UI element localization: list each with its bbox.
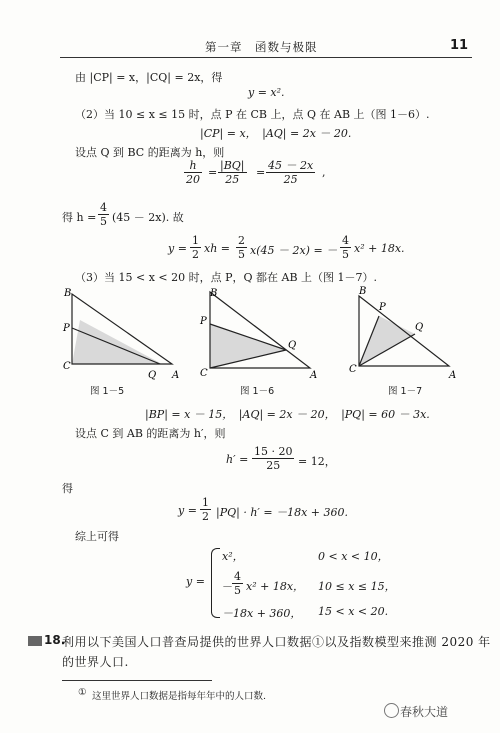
text-distance-h: 设点 Q 到 BC 的距离为 h，则 <box>75 146 225 159</box>
piecewise-row1-cond: 0 < x < 10， <box>318 550 389 563</box>
label-b: B <box>210 288 218 299</box>
text-h-post: (45 － 2x). 故 <box>112 211 184 224</box>
label-p: P <box>200 316 207 327</box>
equation-bp-aq-pq: |BP| = x － 15， |AQ| = 2x － 20， |PQ| = 60 － 3x. <box>145 408 430 421</box>
caption-figure-1-6: 图 1－6 <box>240 386 275 397</box>
label-p: P <box>63 323 70 334</box>
fraction-4-5: $\frac{4}{5}$ <box>342 234 349 261</box>
question-number: 18. <box>44 633 66 647</box>
label-q: Q <box>288 340 297 351</box>
label-q: Q <box>148 370 157 381</box>
watermark-text: 春秋大道 <box>400 705 449 719</box>
equals-sign: = <box>256 166 266 179</box>
figure-1-7 <box>345 286 465 396</box>
piecewise-row2-expr: x² + 18x， <box>246 580 305 593</box>
question-text-line2: 的世界人口. <box>62 655 129 669</box>
equals-sign: = <box>208 166 218 179</box>
fraction-bq-25: $\frac{|BQ|}{25}$ <box>220 159 245 186</box>
text-summary: 综上可得 <box>75 530 119 543</box>
text-case-2: （2）当 10 ≤ x ≤ 15 时，点 P 在 CB 上，点 Q 在 AB 上（图 1－6）. <box>75 108 430 121</box>
fraction-h-20: $\frac{h}{20}$ <box>186 159 200 186</box>
equation-y-x2: y = x². <box>248 86 285 99</box>
label-a: A <box>449 370 457 381</box>
fraction-4-5: $\frac{4}{5}$ <box>234 570 241 597</box>
question-text-line1: 利用以下美国人口普查局提供的世界人口数据①以及指数模型来推测 2020 年 <box>62 635 491 649</box>
piecewise-row2-cond: 10 ≤ x ≤ 15， <box>318 580 396 593</box>
exercise-marker-icon <box>28 636 42 646</box>
label-c: C <box>349 364 357 375</box>
text-case-3: （3）当 15 < x < 20 时，点 P，Q 都在 AB 上（图 1－7）. <box>75 271 378 284</box>
equation-cp-aq: |CP| = x， |AQ| = 2x － 20. <box>200 127 352 140</box>
label-p: P <box>379 302 386 313</box>
eq-xh: xh = <box>204 242 231 255</box>
eq-y-final-end: |PQ| · h′ = －18x + 360. <box>216 506 349 519</box>
fraction-1-2: $\frac{1}{2}$ <box>192 234 199 261</box>
piecewise-row1-expr: x²， <box>222 550 244 563</box>
caption-figure-1-5: 图 1－5 <box>90 386 125 397</box>
running-header-title: 第一章 函数与极限 <box>205 40 318 54</box>
label-c: C <box>63 361 71 372</box>
piecewise-row2-minus: － <box>222 580 233 593</box>
footnote-text: 这里世界人口数据是指每年年中的人口数. <box>92 691 267 702</box>
label-b: B <box>64 288 72 299</box>
shaded-triangle <box>359 316 415 366</box>
eq-mid: x(45 － 2x) = － <box>250 244 338 257</box>
fraction-45-2x-25: $\frac{45 - 2x}{25}$ <box>268 159 314 186</box>
piecewise-row3-cond: 15 < x < 20. <box>318 605 389 618</box>
eq-end: x² + 18x. <box>354 242 405 255</box>
comma: , <box>322 166 326 179</box>
text-distance-h-prime: 设点 C 到 AB 的距离为 h′，则 <box>75 427 226 440</box>
eq-y-pre: y = <box>168 242 187 255</box>
piecewise-row3-expr: －18x + 360， <box>222 607 302 620</box>
label-q: Q <box>415 322 424 333</box>
fraction-2-5: $\frac{2}{5}$ <box>238 234 245 261</box>
page-number: 11 <box>450 38 469 53</box>
fraction-4-5: $\frac{4}{5}$ <box>100 201 107 228</box>
caption-figure-1-7: 图 1－7 <box>388 386 423 397</box>
label-a: A <box>172 370 180 381</box>
eq-h-prime-end: = 12， <box>298 455 336 468</box>
eq-h-prime-pre: h′ = <box>226 453 249 466</box>
fraction-1-2: $\frac{1}{2}$ <box>202 496 209 523</box>
text-de: 得 <box>62 482 73 495</box>
text-h-pre: 得 h = <box>62 211 97 224</box>
shaded-triangle <box>72 320 162 364</box>
fraction-15-20-25: $\frac{15 \cdot 20}{25}$ <box>254 445 293 472</box>
piecewise-brace <box>211 548 220 618</box>
header-rule <box>60 57 472 58</box>
wechat-icon <box>384 703 399 718</box>
piecewise-y: y = <box>186 575 205 588</box>
label-a: A <box>310 370 318 381</box>
figure-1-5 <box>62 286 182 396</box>
text-line-1: 由 |CP| = x，|CQ| = 2x，得 <box>75 71 223 84</box>
figure-1-6 <box>198 286 323 396</box>
label-b: B <box>359 286 367 297</box>
eq-y-final-pre: y = <box>178 504 197 517</box>
footnote-rule <box>62 680 212 681</box>
footnote-mark: ① <box>78 687 87 698</box>
label-c: C <box>200 368 208 379</box>
